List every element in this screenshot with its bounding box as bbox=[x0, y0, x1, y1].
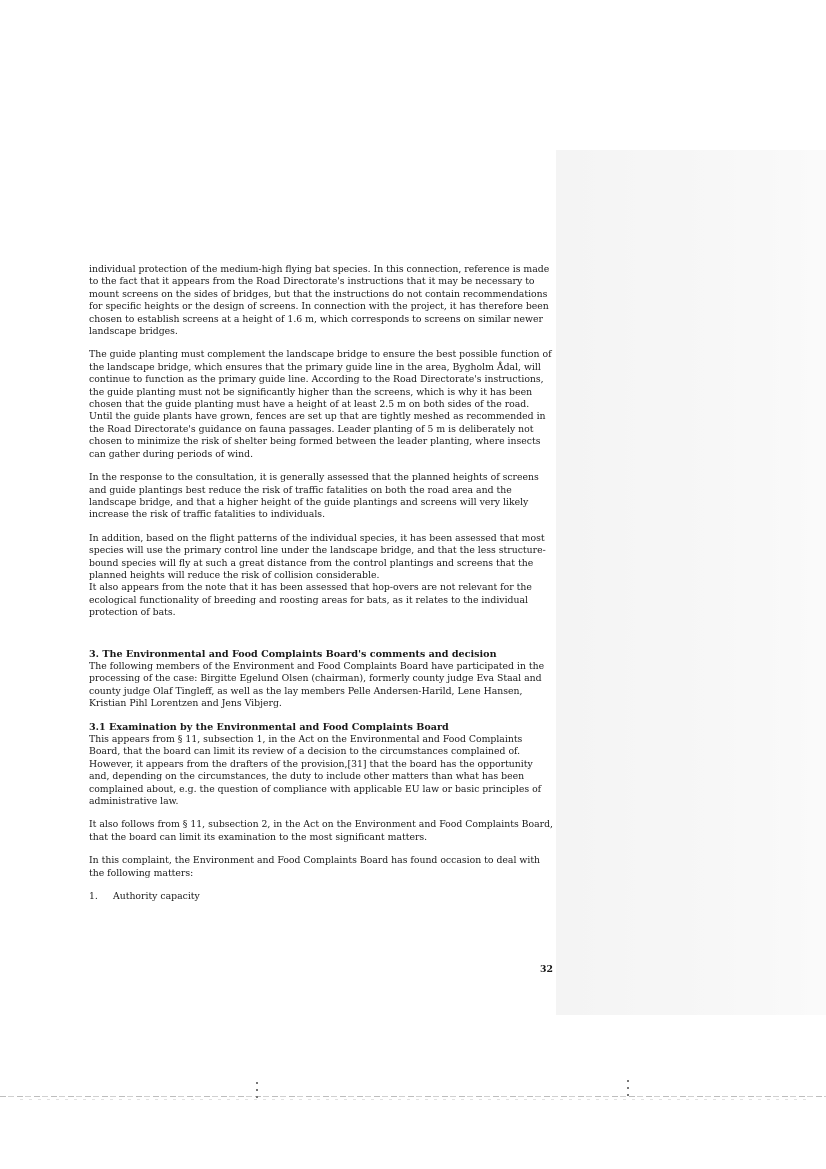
list-item bbox=[89, 891, 555, 903]
page-number: 32 bbox=[540, 964, 553, 975]
document-body bbox=[89, 264, 555, 903]
paragraph: In this complaint, the Environment and Food Complaints Board has found occasion to deal with the following matters: bbox=[89, 855, 541, 879]
scan-artifact-line bbox=[20, 1099, 806, 1100]
scan-artifact-mark bbox=[627, 1080, 630, 1101]
matters-list bbox=[89, 891, 555, 903]
paragraph: In the response to the consultation, it is generally assessed that the planned heights of screens and guide plantings best reduce the risk of traffic fatalities on both the road area and the landscape bridge, and that a higher height of the guide plantings and screens will very likely increase the risk of traffic fatalities to individuals. bbox=[89, 472, 539, 521]
paragraph: It also follows from § 11, subsection 2, in the Act on the Environment and Food Complaints Board, that the board can limit its examination to the most significant matters. bbox=[89, 819, 554, 843]
scan-artifact-line bbox=[0, 1096, 826, 1097]
paragraph: This appears from § 11, subsection 1, in the Act on the Environmental and Food Complaints Board, that the board can limit its review of a decision to the circumstances complained of. However, it appears from the drafters of the provision,[31] that the board has the opportunity and, depending on the circumstances, the duty to include other matters than what has been complained about, e.g. the question of compliance with applicable EU law or basic principles of administrative law. bbox=[89, 734, 542, 808]
scan-artifact-mark bbox=[256, 1082, 259, 1103]
paragraph: The following members of the Environment and Food Complaints Board have participated in the processing of the case: Birgitte Egelund Olsen (chairman), formerly county judge Eva Staal and county judge Olaf Tingleff, as well as the lay members Pelle Andersen-Harild, Lene Hansen, Kristian Pihl Lorentzen and Jens Vibjerg. bbox=[89, 660, 545, 710]
subsection-heading: 3.1 Examination by the Environmental and Food Complaints Board bbox=[89, 721, 449, 733]
list-item-number: 1. bbox=[89, 891, 98, 903]
section-heading: 3. The Environmental and Food Complaints Board's comments and decision bbox=[89, 648, 497, 660]
paragraph: It also appears from the note that it has been assessed that hop-overs are not relevant for the ecological functionality of breeding and roosting areas for bats, as it relates to the individual protection of bats. bbox=[89, 582, 532, 619]
scan-shading bbox=[556, 150, 826, 1015]
list-item-text: Authority capacity bbox=[113, 891, 200, 903]
paragraph: individual protection of the medium-high flying bat species. In this connection, reference is made to the fact that it appears from the Road Directorate's instructions that it may be necessary to mount screens on the sides of bridges, but that the instructions do not contain recommendations for specific heights or the design of screens. In connection with the project, it has therefore been chosen to establish screens at a height of 1.6 m, which corresponds to screens on similar newer landscape bridges. bbox=[89, 264, 550, 338]
paragraph: The guide planting must complement the landscape bridge to ensure the best possible function of the landscape bridge, which ensures that the primary guide line in the area, Bygholm Ådal, will continue to function as the primary guide line. According to the Road Directorate's instructions, the guide planting must not be significantly higher than the screens, which is why it has been chosen that the guide planting must have a height of at least 2.5 m on both sides of the road. Until the guide plants have grown, fences are set up that are tightly meshed as recommended in the Road Directorate's guidance on fauna passages. Leader planting of 5 m is deliberately not chosen to minimize the risk of shelter being formed between the leader planting, where insects can gather during periods of wind. bbox=[89, 349, 552, 460]
paragraph: In addition, based on the flight patterns of the individual species, it has been assessed that most species will use the primary control line under the landscape bridge, and that the less structure-bound species will fly at such a great distance from the control plantings and screens that the planned heights will reduce the risk of collision considerable. bbox=[89, 532, 546, 581]
